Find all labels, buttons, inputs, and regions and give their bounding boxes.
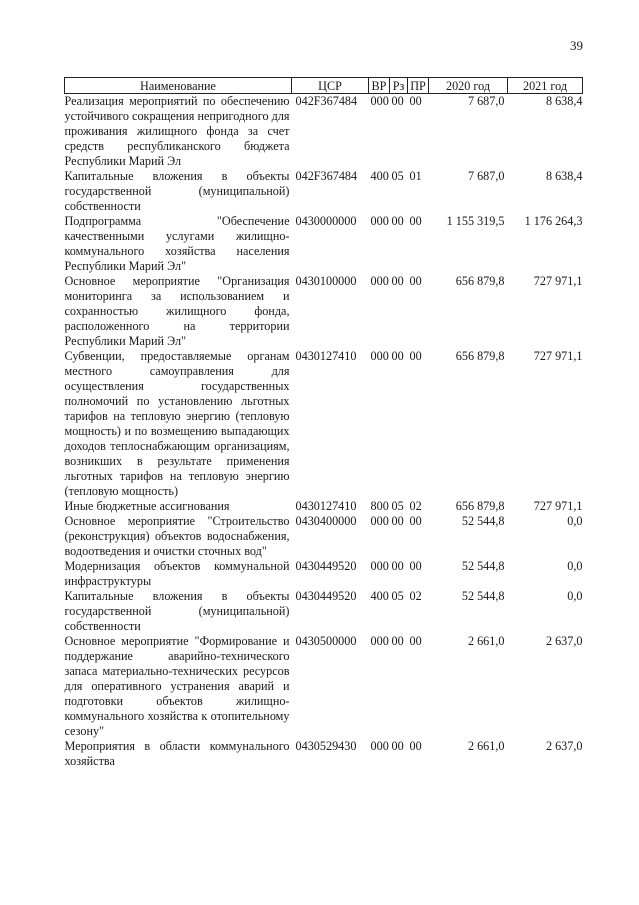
row-vr: 400 <box>370 589 389 603</box>
row-rz: 00 <box>391 739 404 753</box>
row-2020: 52 544,8 <box>461 514 505 528</box>
row-vr: 800 <box>370 499 389 513</box>
row-2021: 727 971,1 <box>533 349 583 363</box>
row-csr: 0430449520 <box>295 559 357 573</box>
row-2021: 0,0 <box>567 514 583 528</box>
row-csr: 0430400000 <box>295 514 357 528</box>
table-row <box>65 559 583 589</box>
row-pr: 00 <box>409 514 422 528</box>
row-csr: 0430500000 <box>295 634 357 648</box>
row-2021: 0,0 <box>567 589 583 603</box>
row-2020: 656 879,8 <box>455 274 505 288</box>
header-csr: ЦСР <box>292 78 369 94</box>
row-2020: 656 879,8 <box>455 349 505 363</box>
row-pr: 00 <box>409 94 422 108</box>
table-row <box>65 274 583 349</box>
row-name: Модернизация объектов коммунальной инфраструктуры <box>64 559 290 588</box>
row-name: Капитальные вложения в объекты государственной (муниципальной) собственности <box>64 589 290 633</box>
table-row <box>65 589 583 634</box>
header-2020: 2020 год <box>429 78 508 94</box>
row-vr: 000 <box>370 349 389 363</box>
row-2020: 52 544,8 <box>461 559 505 573</box>
table-header <box>65 78 583 94</box>
row-2020: 2 661,0 <box>467 634 505 648</box>
header-2021: 2021 год <box>508 78 583 94</box>
table-row <box>65 214 583 274</box>
row-csr: 042F367484 <box>295 169 358 183</box>
row-name: Субвенции, предоставляемые органам местного самоуправления для осуществления государственных полномочий по установлению льготных тарифов на тепловую энергию (тепловую мощность) и по возмещению выпадающих доходов теплоснабжающим организациям, возникших в результате применения льготных тарифов на тепловую энергию (тепловую мощность) <box>64 349 290 498</box>
table-body <box>65 94 583 770</box>
row-name: Капитальные вложения в объекты государственной (муниципальной) собственности <box>64 169 290 213</box>
row-csr: 0430000000 <box>295 214 357 228</box>
row-2021: 2 637,0 <box>545 739 583 753</box>
row-csr: 0430100000 <box>295 274 357 288</box>
row-vr: 000 <box>370 94 389 108</box>
row-pr: 00 <box>409 559 422 573</box>
table-row <box>65 739 583 769</box>
row-csr: 0430529430 <box>295 739 357 753</box>
header-rz: Рз <box>390 78 408 94</box>
row-vr: 000 <box>370 634 389 648</box>
row-rz: 05 <box>391 169 404 183</box>
row-2020: 2 661,0 <box>467 739 505 753</box>
row-2021: 727 971,1 <box>533 499 583 513</box>
header-name: Наименование <box>65 78 292 94</box>
row-rz: 05 <box>391 499 404 513</box>
row-vr: 000 <box>370 514 389 528</box>
row-rz: 00 <box>391 634 404 648</box>
row-2020: 656 879,8 <box>455 499 505 513</box>
row-2020: 7 687,0 <box>467 169 505 183</box>
row-pr: 02 <box>409 499 422 513</box>
row-2021: 727 971,1 <box>533 274 583 288</box>
budget-table <box>64 77 583 769</box>
row-name: Мероприятия в области коммунального хозяйства <box>64 739 290 768</box>
row-rz: 00 <box>391 514 404 528</box>
row-vr: 000 <box>370 559 389 573</box>
row-csr: 0430449520 <box>295 589 357 603</box>
row-2021: 2 637,0 <box>545 634 583 648</box>
row-2021: 8 638,4 <box>545 169 583 183</box>
row-csr: 0430127410 <box>295 349 357 363</box>
table-row <box>65 499 583 514</box>
row-rz: 00 <box>391 214 404 228</box>
row-rz: 05 <box>391 589 404 603</box>
header-vr: ВР <box>369 78 390 94</box>
row-name: Основное мероприятие "Строительство (реконструкция) объектов водоснабжения, водоотведения и очистки сточных вод" <box>64 514 290 558</box>
row-pr: 00 <box>409 634 422 648</box>
row-vr: 000 <box>370 274 389 288</box>
row-name: Иные бюджетные ассигнования <box>64 499 230 513</box>
table-row <box>65 349 583 499</box>
table-row <box>65 514 583 559</box>
row-vr: 000 <box>370 214 389 228</box>
row-name: Основное мероприятие "Формирование и поддержание аварийно-технического запаса материально-технических ресурсов для оперативного устранения аварий и подготовки объектов жилищно-коммунального хозяйства к отопительному сезону" <box>64 634 290 738</box>
row-2020: 1 155 319,5 <box>446 214 505 228</box>
row-rz: 00 <box>391 274 404 288</box>
row-name: Реализация мероприятий по обеспечению устойчивого сокращения непригодного для проживания жилищного фонда за счет средств республиканского бюджета Республики Марий Эл <box>64 94 290 168</box>
page-number: 39 <box>570 38 583 53</box>
row-vr: 000 <box>370 739 389 753</box>
row-vr: 400 <box>370 169 389 183</box>
row-2021: 0,0 <box>567 559 583 573</box>
table-row <box>65 634 583 739</box>
row-pr: 00 <box>409 739 422 753</box>
row-2021: 8 638,4 <box>545 94 583 108</box>
row-pr: 01 <box>409 169 422 183</box>
row-name: Основное мероприятие "Организация мониторинга за использованием и сохранностью жилищного фонда, расположенного на территории Республики Марий Эл" <box>64 274 290 348</box>
row-pr: 00 <box>409 274 422 288</box>
header-pr: ПР <box>408 78 429 94</box>
row-pr: 02 <box>409 589 422 603</box>
row-2020: 52 544,8 <box>461 589 505 603</box>
row-rz: 00 <box>391 559 404 573</box>
row-2021: 1 176 264,3 <box>524 214 583 228</box>
table-row <box>65 94 583 170</box>
row-rz: 00 <box>391 94 404 108</box>
table-row <box>65 169 583 214</box>
row-pr: 00 <box>409 214 422 228</box>
row-name: Подпрограмма "Обеспечение качественными услугами жилищно-коммунального хозяйства населения Республики Марий Эл" <box>64 214 290 273</box>
row-2020: 7 687,0 <box>467 94 505 108</box>
row-rz: 00 <box>391 349 404 363</box>
row-pr: 00 <box>409 349 422 363</box>
row-csr: 042F367484 <box>295 94 358 108</box>
row-csr: 0430127410 <box>295 499 357 513</box>
